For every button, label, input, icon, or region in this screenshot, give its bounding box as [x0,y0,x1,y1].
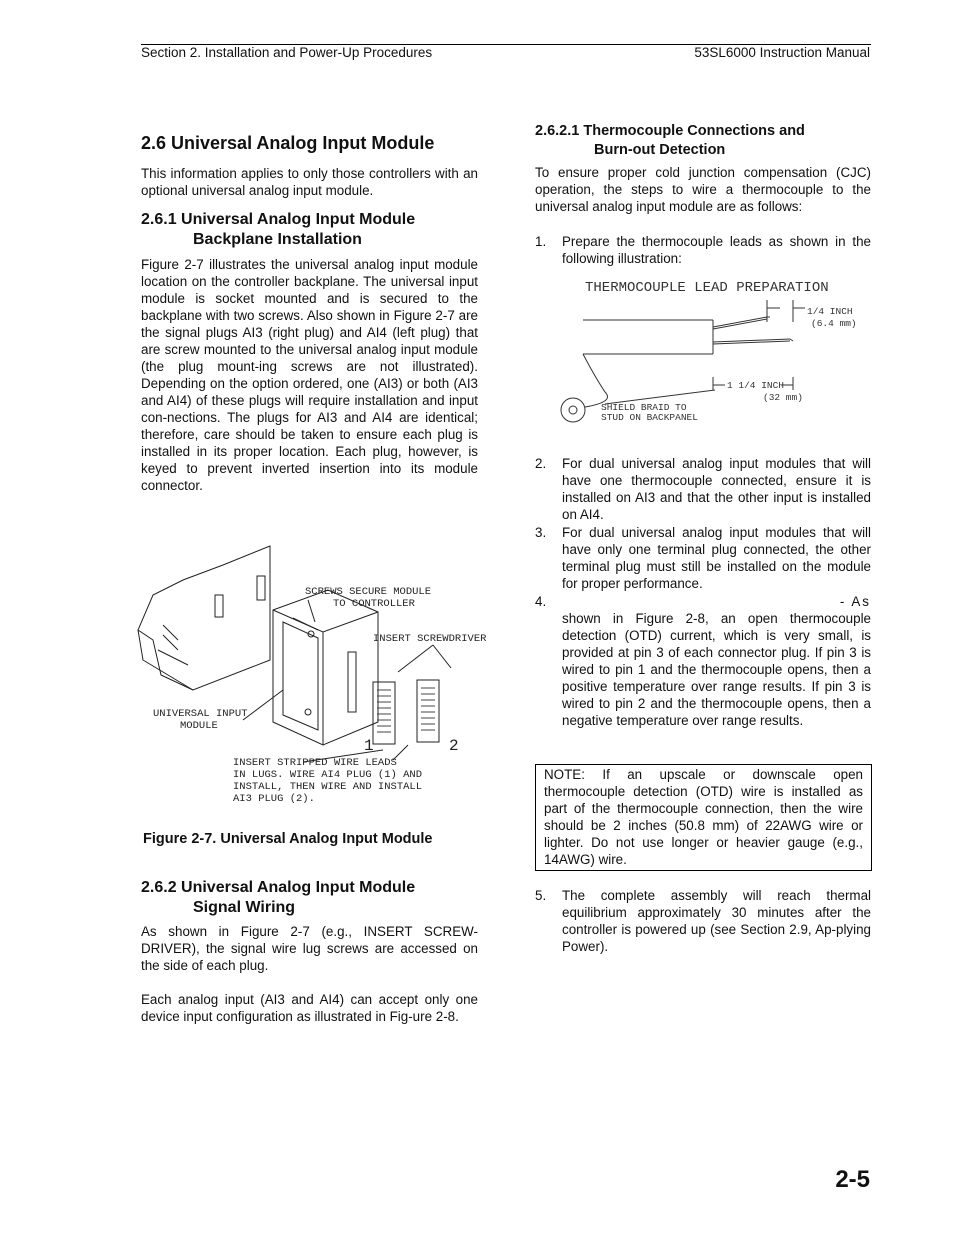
step-5-text: The complete assembly will reach thermal equilibrium approximately 30 minutes after the controller is powered up (see Section 2.9, Ap-plying Power). [562,888,871,954]
section-2-6-1-title [141,210,481,250]
fig-2-7-label-screws-line2: TO CONTROLLER [333,598,415,610]
section-2-6-2-body2: Each analog input (AI3 and AI4) can accept only one device input configuration as illustrated in Fig-ure 2-8. [141,992,478,1024]
tc-dim1-line1: 1/4 INCH [807,306,853,317]
tc-dim2-line1: 1 1/4 INCH [727,380,785,391]
section-2-6-2-1-title-line1: 2.6.2.1 Thermocouple Connections and [535,123,805,139]
tc-dim1-line2: (6.4 mm) [811,318,857,329]
step-4-lead: - As [839,594,871,609]
section-2-6-2-1-title [535,122,875,160]
step-5 [535,887,871,955]
step-4 [535,593,871,729]
step-1-number: 1. [535,234,547,249]
step-3-number: 3. [535,525,547,540]
fig-2-7-label-wire-line1: INSERT STRIPPED WIRE LEADS [233,757,397,769]
step-2-text: For dual universal analog input modules that will have one thermocouple connected, ensure it is installed on AI3 and that the other input is installed on AI4. [562,456,871,522]
tc-shield-line2: STUD ON BACKPANEL [601,412,698,423]
fig-2-7-label-module-line2: MODULE [180,720,218,732]
section-2-6-2-title-line1: 2.6.2 Universal Analog Input Module [141,879,416,896]
header-manual-title: 53SL6000 Instruction Manual [694,45,870,60]
fig-2-7-label-wire-line4: AI3 PLUG (2). [233,793,315,805]
step-2-number: 2. [535,456,547,471]
step-3 [535,524,871,592]
tc-figure-title: THERMOCOUPLE LEAD PREPARATION [585,280,829,296]
section-2-6-title: 2.6 Universal Analog Input Module [141,133,435,153]
figure-2-7-caption: Figure 2-7. Universal Analog Input Module [143,831,433,847]
tc-dim2-line2: (32 mm) [763,392,803,403]
step-5-number: 5. [535,888,547,903]
step-1-text: Prepare the thermocouple leads as shown in the following illustration: [562,234,871,266]
fig-2-7-label-screwdriver: INSERT SCREWDRIVER [373,633,487,645]
fig-2-7-label-screws-line1: SCREWS SECURE MODULE [305,586,432,598]
section-2-6-2-title [141,878,481,918]
section-2-6-1-title-line1: 2.6.1 Universal Analog Input Module [141,211,416,228]
section-2-6-2-title-line2: Signal Wiring [193,899,296,916]
fig-2-7-label-module-line1: UNIVERSAL INPUT [153,708,248,720]
header-section-title: Section 2. Installation and Power-Up Procedures [141,45,433,60]
step-2 [535,455,871,523]
note-box: NOTE: If an upscale or downscale open thermocouple detection (OTD) wire is installed as part of the thermocouple connection, then the wire should be 2 inches (50.8 mm) of 22AWG wire or lighter. Do not use longer or heavier gauge (e.g., 14AWG) wire. [535,764,872,871]
section-2-6-2-body1: As shown in Figure 2-7 (e.g., INSERT SCREW-DRIVER), the signal wire lug screws are accessed on the side of each plug. [141,924,478,973]
section-2-6-1-title-line2: Backplane Installation [193,231,362,248]
fig-2-7-label-wire-line3: INSTALL, THEN WIRE AND INSTALL [233,781,423,793]
figure-2-7-module-drawing [133,540,493,810]
section-2-6-2-1-title-line2: Burn-out Detection [594,142,726,158]
thermocouple-lead-figure [555,272,865,432]
step-4-number: 4. [535,594,547,609]
section-2-6-2-1-intro: To ensure proper cold junction compensation (CJC) operation, the steps to wire a thermocouple to the universal analog input module are as follows: [535,165,871,214]
section-2-6-body: This information applies to only those controllers with an optional universal analog input module. [141,166,478,198]
step-4-text: shown in Figure 2-8, an open thermocouple detection (OTD) current, which is very small, is provided at pin 3 of each connector plug. If pin 3 is wired to pin 1 and the thermocouple opens, then a positive temperature over range results. If pin 3 is wired to pin 2 and the thermocouple opens, then a negative temperature over range results. [562,611,871,728]
step-3-text: For dual universal analog input modules that will have only one terminal plug connected, the other terminal plug must still be installed on the module for proper performance. [562,525,871,591]
fig-2-7-plug-1-label: 1 [364,737,374,755]
step-1 [535,233,871,267]
tc-shield-line1: SHIELD BRAID TO [601,402,687,413]
section-2-6-1-body: Figure 2-7 illustrates the universal analog input module location on the controller backplane. The universal input module is socket mounted and is secured to the backplane with two screws. Also shown in Figure 2-7 are the signal plugs AI3 (right plug) and AI4 (left plug) that are screw mounted to the universal analog input module (the plug mount-ing screws are not illustrated). Depending on the option ordered, one (AI3) or both (AI3 and AI4) of these plugs will require installation and input con-nections. The plugs for AI3 and AI4 are identical; therefore, care should be taken to ensure each plug is installed in its proper location. Each plug, however, is keyed to prevent inverted insertion into its module connector. [141,257,478,493]
fig-2-7-label-wire-line2: IN LUGS. WIRE AI4 PLUG (1) AND [233,769,423,781]
fig-2-7-plug-2-label: 2 [449,737,459,755]
page-number: 2-5 [835,1166,870,1193]
